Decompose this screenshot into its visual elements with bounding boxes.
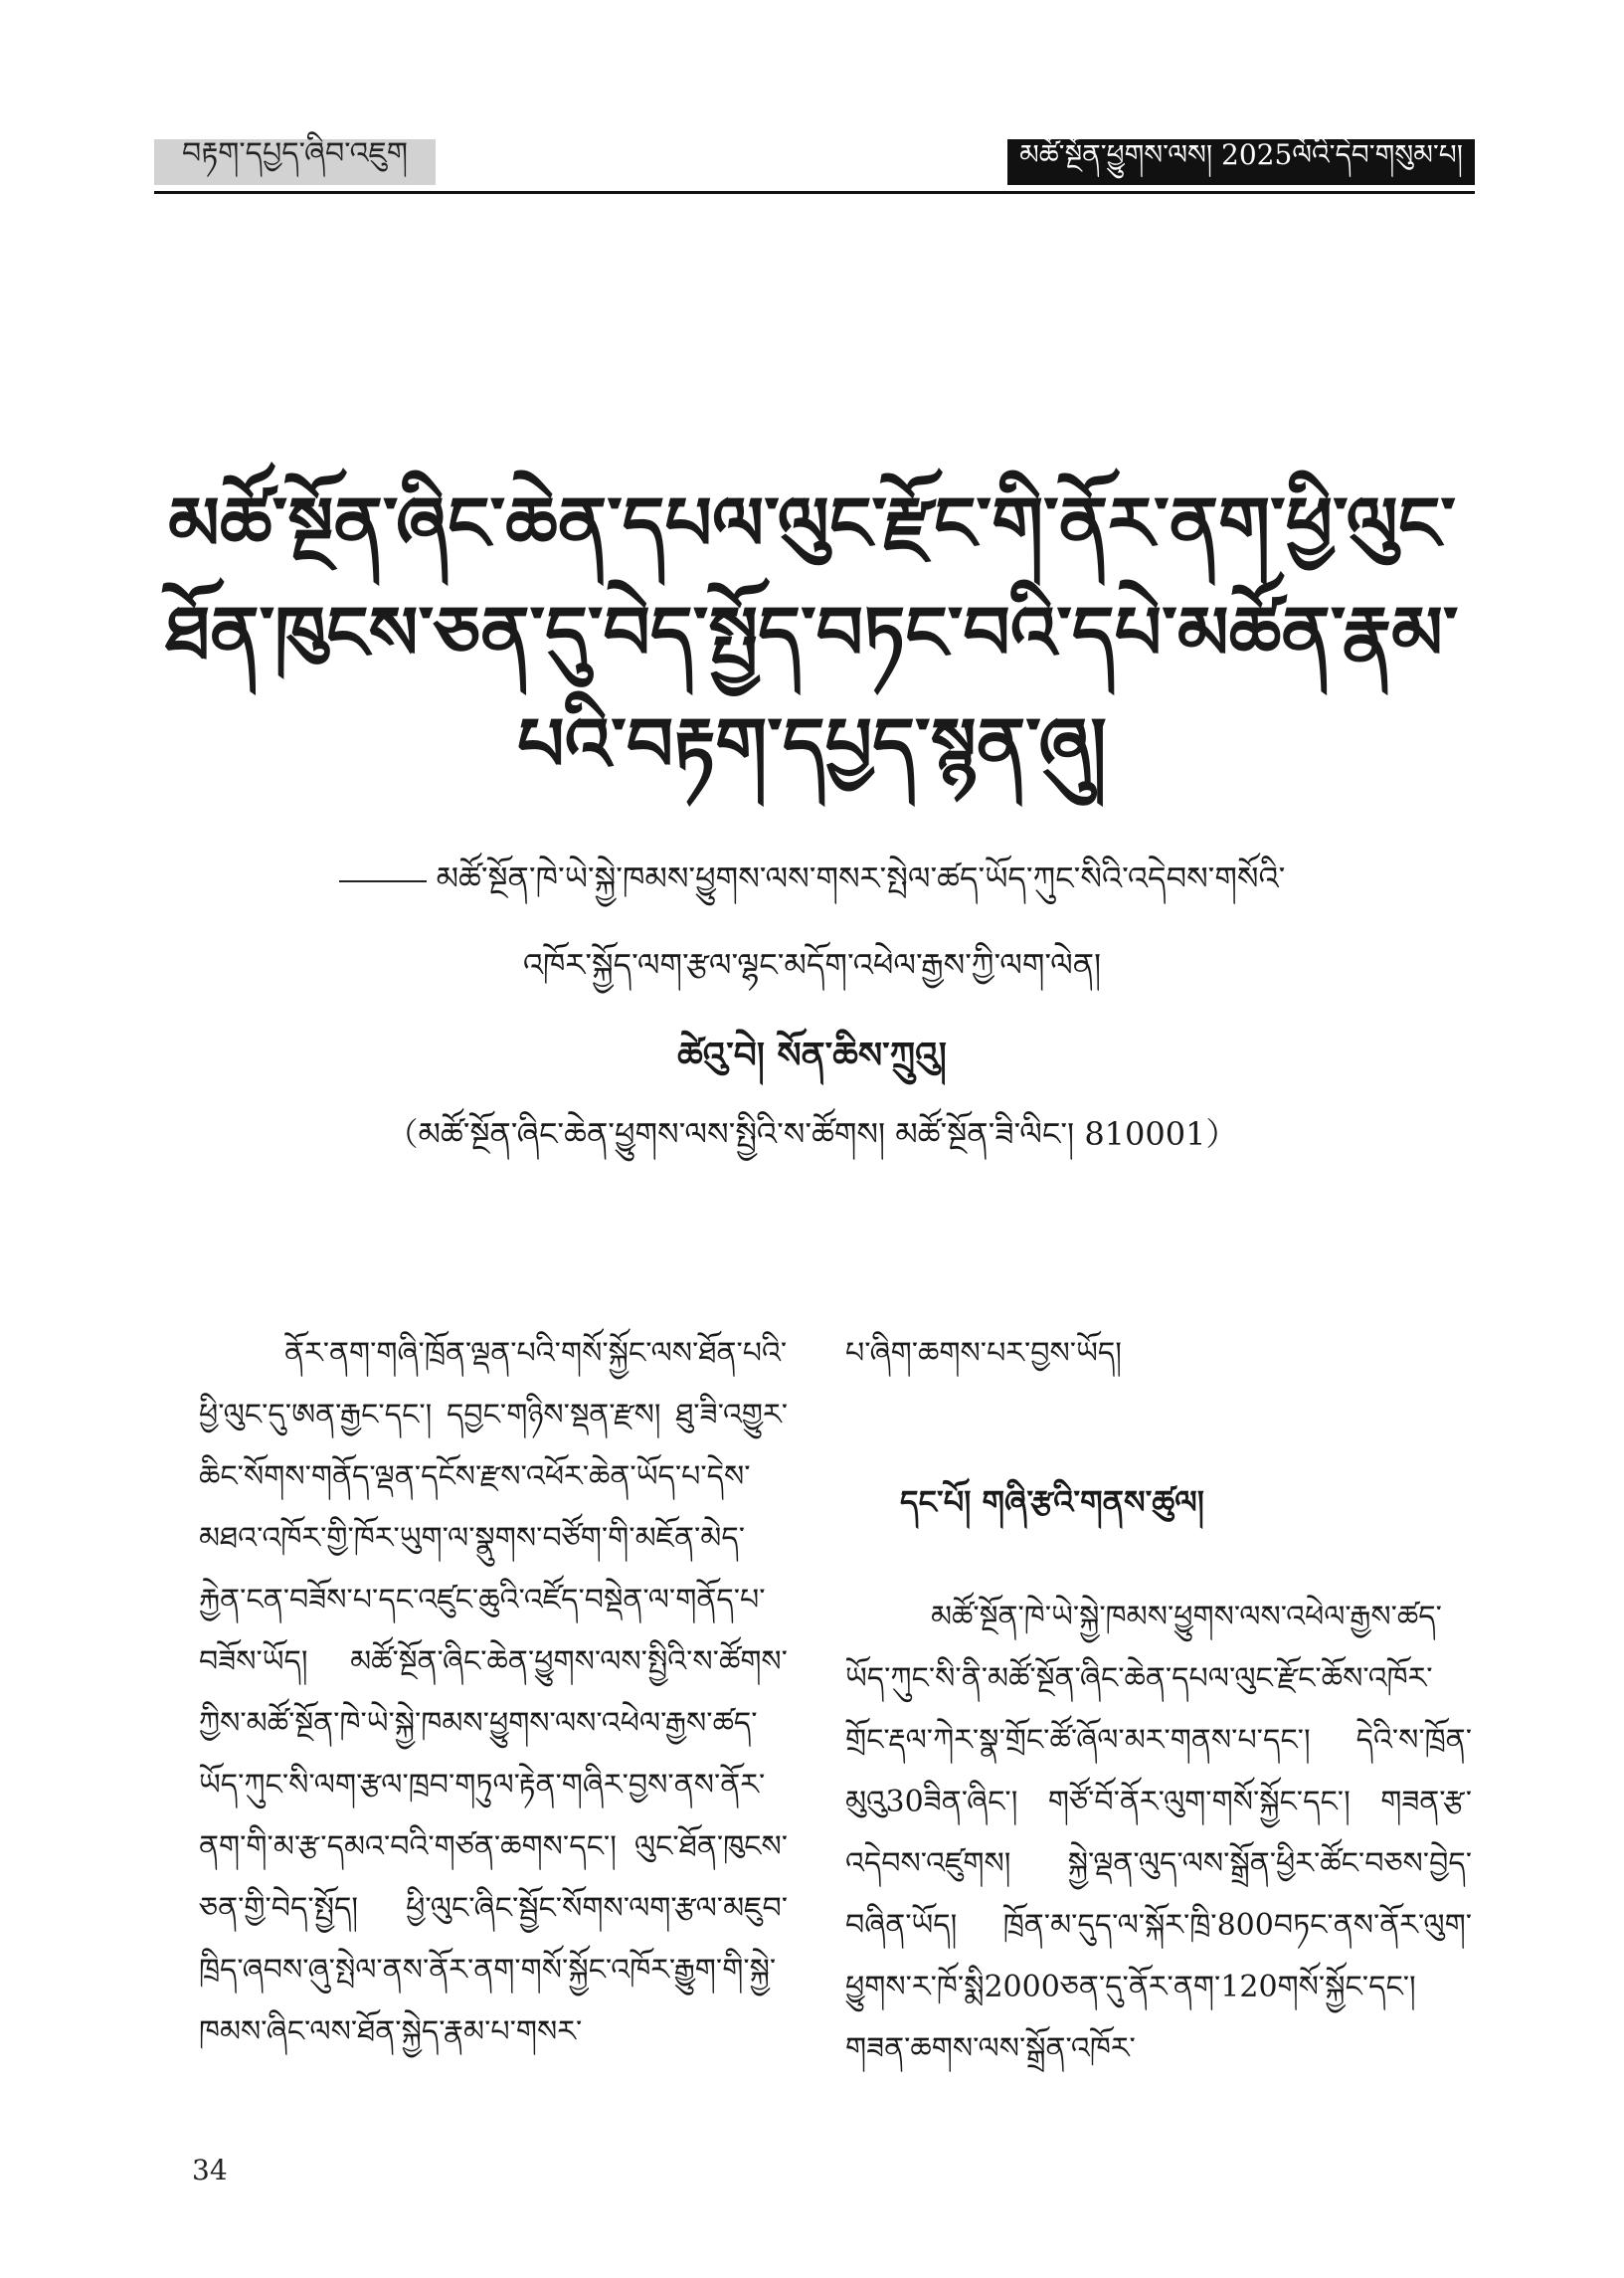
section-label: བརྟག་དཔྱད་ཞིབ་འཇུག (154, 139, 436, 185)
body-left-column (199, 1323, 788, 2063)
article-title-line-2: ཐོན་ཁུངས་ཅན་དུ་བེད་སྤྱོད་བཏང་བའི་དཔེ་མཚོན་རྣམ་ (165, 591, 1459, 676)
em-dash-rule (339, 880, 427, 882)
article-title-line-3: པའི་བརྟག་དཔྱད་སྙན་ཞུ། (517, 702, 1107, 788)
body-paragraph: ནོར་ནག་གཞི་ཁྲོན་ལྡན་པའི་གསོ་སྐྱོང་ལས་ཐོན་པའི་ཕྱི་ལུང་དུ་ཨན་རྒྱང་དང་། དབྱང་གཉིས་སྡན་རྫས། ཐུ་ཟི་འགྱུར་ཆིང་སོགས་གནོད་ལྡན་དངོས་རྫས་འཕོར་ཆེན་ཡོད་པ་དེས་མཐའ་འཁོར་གྱི་ཁོར་ཡུག་ལ་སྣུགས་བཙོག་གི་མཇོན་མེད་རྐྱེན་ངན་བཟོས་པ་དང་འཛུང་ཆུའི་འཛོད་བསྡེན་ལ་གནོད་པ་བཟོས་ཡོད། མཚོ་སྔོན་ཞིང་ཆེན་ཕྱུགས་ལས་སྤྱིའི་ས་ཚོགས་ཀྱིས་མཚོ་སྔོན་ཁེ་ཡེ་སྐྱེ་ཁམས་ཕྱུགས་ལས་འཕེལ་རྒྱས་ཚད་ཡོད་ཀུང་སི་ལག་རྩལ་ཁྲབ་གཏུལ་རྟེན་གཞིར་བྱས་ནས་ནོར་ནག་གི་མ་རྩ་དམའ་བའི་གཙན་ཆགས་དང་། ལུང་ཐོན་ཁུངས་ཅན་གྱི་བེད་སྤྱོད། ཕྱི་ལུང་ཞིང་སྦྱོང་སོགས་ལག་རྩལ་མཇུབ་ཁྲིད་ཞབས་ཞུ་སྤེལ་ནས་ནོར་ནག་གསོ་སྐྱོང་འཁོར་རྒྱུག་གི་སྐྱེ་ཁམས་ཞིང་ལས་ཐོན་སྐྱེད་རྣམ་པ་གསར་ (199, 1336, 788, 2049)
body-paragraph-continuation: པ་ཞིག་ཆགས་པར་བྱས་ཡོད། (845, 1336, 1122, 1371)
section-heading: དང་པོ། གཞི་རྩའི་གནས་ཚུལ། (900, 1483, 1204, 1521)
body-paragraph: མཚོ་སྔོན་ཁེ་ཡེ་སྐྱེ་ཁམས་ཕྱུགས་ལས་འཕེལ་རྒྱས་ཚད་ཡོད་ཀུང་སི་ནི་མཚོ་སྔོན་ཞིང་ཆེན་དཔལ་ལུང་རྫོང་ཆོས་འཁོར་གྲོང་རྡལ་ཀེར་སྣ་གྲོང་ཚོ་ཞོལ་མར་གནས་པ་དང་། དེའི་ས་ཁྲོན་མུའུ30ཟིན་ཞིང་། གཙོ་བོ་ནོར་ལུག་གསོ་སྐྱོང་དང་། གཟན་རྩ་འདེབས་འཛུགས། སྐྱེ་ལྡན་ལུད་ལས་སྒྲོན་ཕྱིར་ཚོང་བཅས་བྱེད་བཞིན་ཡོད། ཁྲོན་མ་དུད་ལ་སྐོར་ཁྲི་800བཏང་ནས་ནོར་ལུག་ཕྱུགས་ར་ཁོ་སྨི2000ཅན་དུ་ནོར་ནག་120གསོ་སྐྱོང་དང་། གཟན་ཆགས་ལས་སྒྲོན་འཁོར་ (845, 1600, 1472, 2066)
author-affiliation: （མཚོ་སྔོན་ཞིང་ཆེན་ཕྱུགས་ལས་སྤྱིའི་ས་ཚོགས། མཚོ་སྔོན་ཟི་ལིང་། 810001） (386, 1115, 1238, 1153)
subtitle-text-1: མཚོ་སྔོན་ཁེ་ཡེ་སྐྱེ་ཁམས་ཕྱུགས་ལས་གསར་སྤེལ་ཚད་ཡོད་ཀུང་སིའི་འདེབས་གསོའི་ (436, 859, 1286, 897)
page-number: 34 (192, 2154, 228, 2186)
subtitle-line-2: འཁོར་སྐྱོད་ལག་རྩལ་ལྷང་མདོག་འཕེལ་རྒྱས་ཀྱི་ལག་ལེན། (522, 946, 1102, 984)
author-names: ཚེའུ་བེ། སོན་ཆིས་ཀྲུའུ། (677, 1035, 947, 1076)
header-rule (154, 191, 1475, 194)
journal-issue-banner: མཚོ་སྔོན་ཕྱུགས་ལས། 2025ལོའི་དེབ་གསུམ་པ། (1007, 139, 1475, 185)
subtitle-line-1 (149, 844, 1475, 933)
body-right-column (845, 1587, 1472, 2080)
body-right-column-top (845, 1323, 1472, 1385)
article-title-line-1: མཚོ་སྔོན་ཞིང་ཆེན་དཔལ་ལུང་རྫོང་གི་ནོར་ནག་ཕྱི་ལུང་ (168, 481, 1456, 567)
